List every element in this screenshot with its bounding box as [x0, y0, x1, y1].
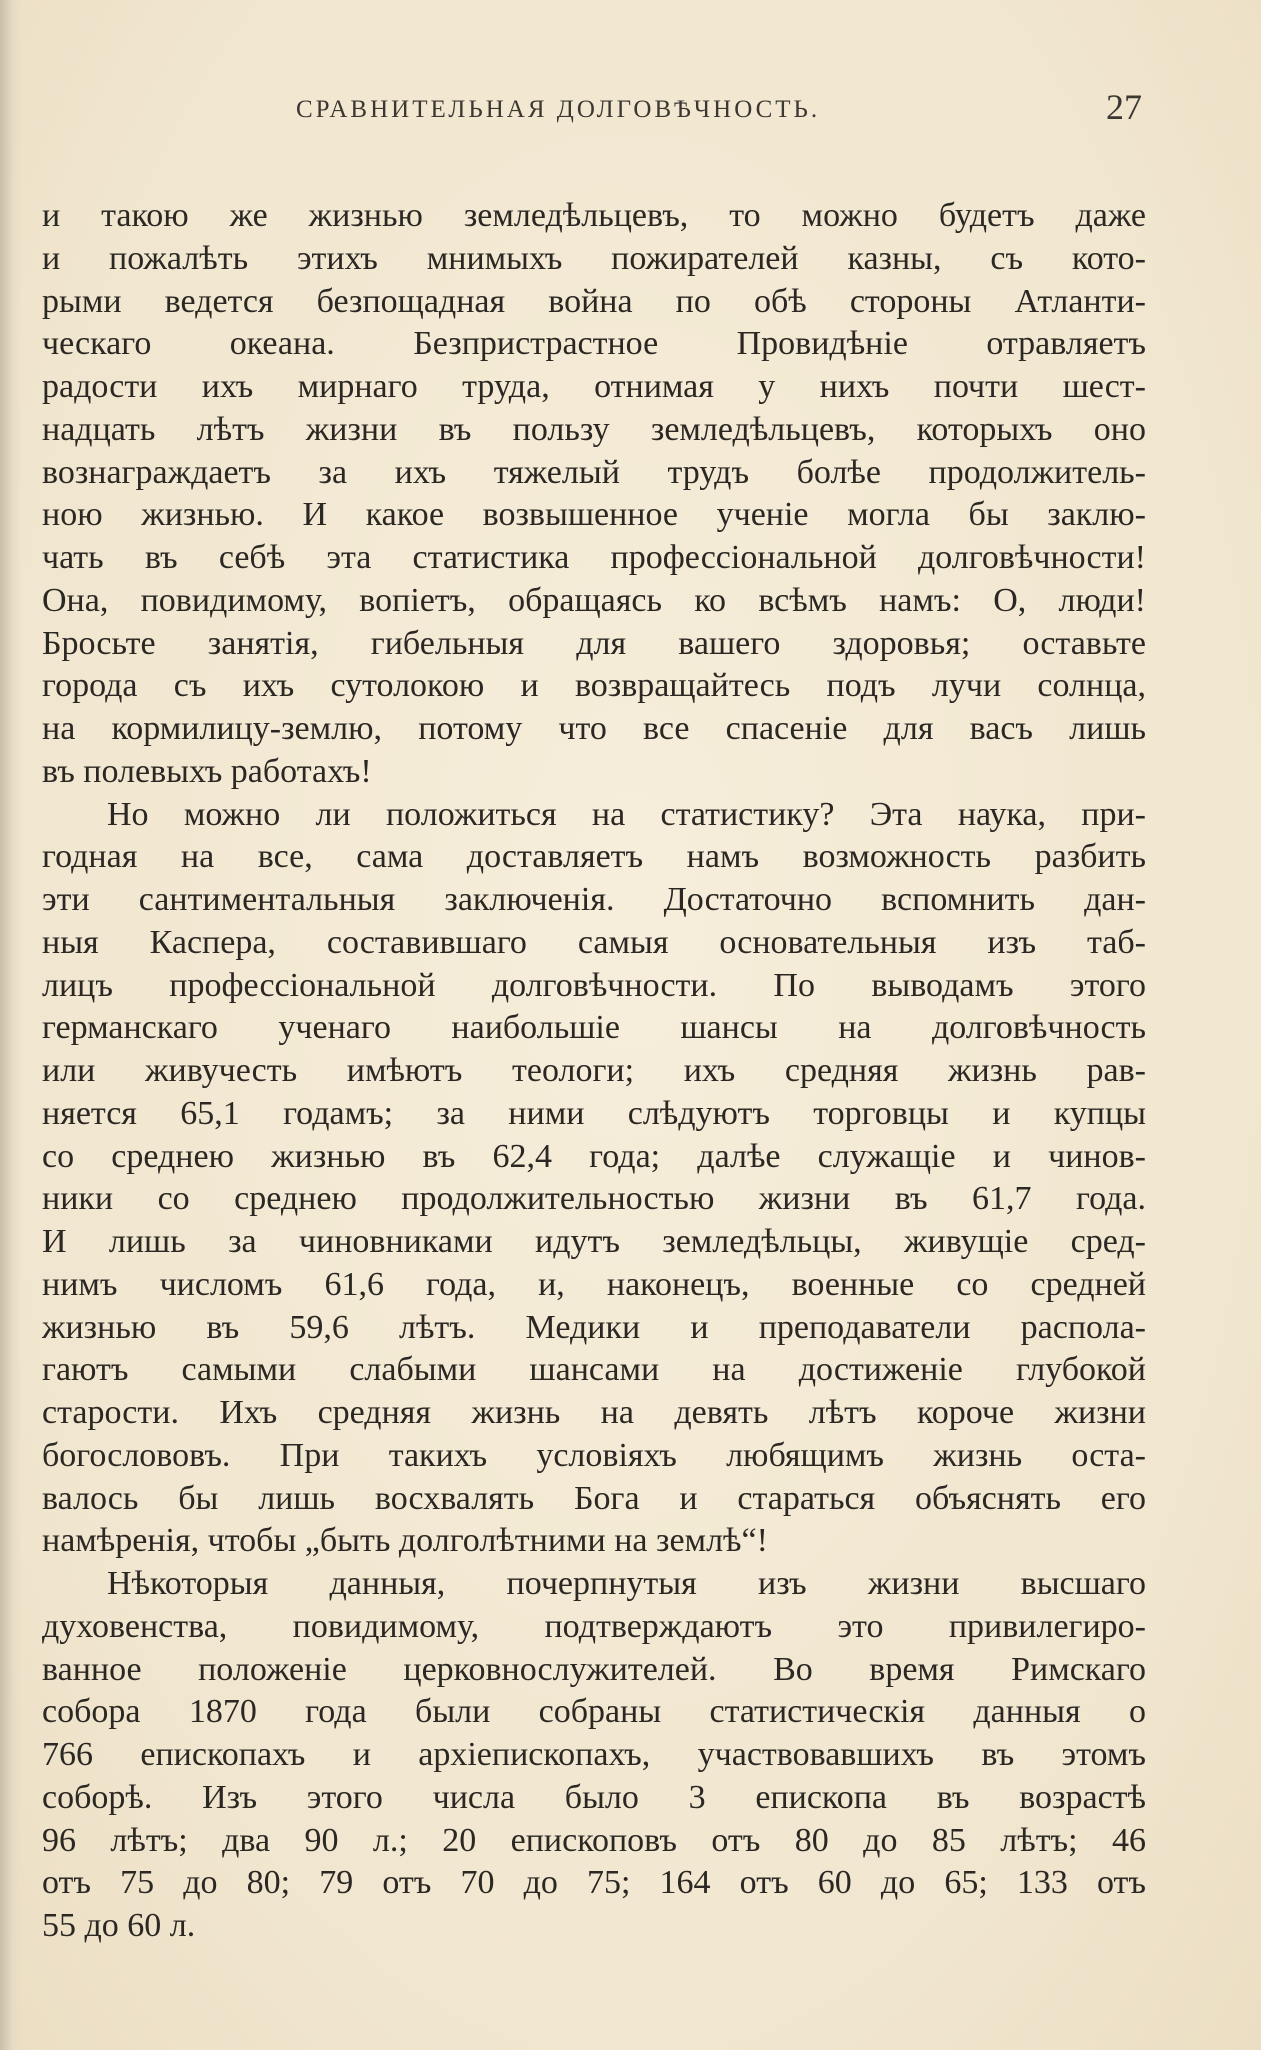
text-line: или живучесть имѣютъ теологи; ихъ средняя жизнь рав-	[42, 1052, 1146, 1089]
text-line: со среднею жизнью въ 62,4 года; далѣе служащіе и чинов-	[42, 1137, 1146, 1175]
text-line: нимъ числомъ 61,6 года, и, наконецъ, военные со средней	[42, 1265, 1146, 1303]
page-number: 27	[1106, 87, 1142, 127]
paragraph-first-line: Но можно ли положиться на статистику? Эта наука, при-	[107, 795, 1146, 833]
paragraph-last-line: 55 до 60 л.	[42, 1907, 196, 1944]
text-line: чать въ себѣ эта статистика профессіональной долговѣчности!	[42, 539, 1146, 576]
text-line: духовенства, повидимому, подтверждаютъ это привилегиро-	[42, 1607, 1146, 1645]
text-line: валось бы лишь восхвалять Бога и стараться объяснять его	[42, 1479, 1146, 1517]
text-line: богослововъ. При такихъ условіяхъ любящимъ жизнь оста-	[42, 1436, 1146, 1474]
text-line: соборѣ. Изъ этого числа было 3 епископа въ возрастѣ	[42, 1778, 1146, 1816]
text-line: и пожалѣть этихъ мнимыхъ пожирателей казны, съ кото-	[42, 239, 1146, 277]
running-head: СРАВНИТЕЛЬНАЯ ДОЛГОВѢЧНОСТЬ.	[296, 96, 821, 123]
text-line: 96 лѣтъ; два 90 л.; 20 епископовъ отъ 80 до 85 лѣтъ; 46	[42, 1821, 1146, 1859]
text-line: надцать лѣтъ жизни въ пользу земледѣльцевъ, которыхъ оно	[42, 410, 1146, 448]
text-line: отъ 75 до 80; 79 отъ 70 до 75; 164 отъ 60 до 65; 133 отъ	[42, 1864, 1146, 1902]
text-line: германскаго ученаго наибольшіе шансы на долговѣчность	[42, 1009, 1146, 1047]
paragraph-first-line: Нѣкоторыя данныя, почерпнутыя изъ жизни высшаго	[107, 1565, 1146, 1602]
body-text	[42, 195, 1146, 1948]
text-line: ною жизнью. И какое возвышенное ученіе могла бы заклю-	[42, 496, 1146, 534]
paragraph-last-line: намѣренія, чтобы „быть долголѣтними на землѣ“!	[42, 1522, 768, 1560]
text-line: рыми ведется безпощадная война по обѣ стороны Атланти-	[42, 282, 1146, 320]
text-line: ческаго океана. Безпристрастное Провидѣніе отравляетъ	[42, 325, 1146, 363]
text-line: вознаграждаетъ за ихъ тяжелый трудъ болѣе продолжитель-	[42, 453, 1146, 491]
text-line: собора 1870 года были собраны статистическія данныя о	[42, 1693, 1146, 1731]
text-line: ныя Каспера, составившаго самыя основательныя изъ таб-	[42, 923, 1146, 961]
binding-shadow	[0, 0, 22, 2050]
text-line: жизнью въ 59,6 лѣтъ. Медики и преподаватели распола-	[42, 1308, 1146, 1346]
text-line: города съ ихъ сутолокою и возвращайтесь подъ лучи солнца,	[42, 667, 1146, 705]
text-line: старости. Ихъ средняя жизнь на девять лѣтъ короче жизни	[42, 1394, 1146, 1431]
text-line: 766 епископахъ и архіепископахъ, участвовавшихъ въ этомъ	[42, 1736, 1146, 1773]
paragraph-last-line: въ полевыхъ работахъ!	[42, 752, 372, 790]
text-line: лицъ профессіональной долговѣчности. По выводамъ этого	[42, 966, 1146, 1004]
text-line: няется 65,1 годамъ; за ними слѣдуютъ торговцы и купцы	[42, 1094, 1146, 1132]
text-line: Она, повидимому, вопіетъ, обращаясь ко всѣмъ намъ: О, люди!	[42, 581, 1146, 619]
text-line: эти сантиментальныя заключенія. Достаточно вспомнить дан-	[42, 881, 1146, 918]
text-line: и такою же жизнью земледѣльцевъ, то можно будетъ даже	[42, 197, 1146, 234]
text-line: Бросьте занятія, гибельныя для вашего здоровья; оставьте	[42, 624, 1146, 662]
text-line: радости ихъ мирнаго труда, отнимая у нихъ почти шест-	[42, 368, 1146, 405]
text-line: И лишь за чиновниками идутъ земледѣльцы, живущіе сред-	[42, 1223, 1146, 1260]
text-line: ники со среднею продолжительностью жизни въ 61,7 года.	[42, 1180, 1146, 1218]
text-line: гаютъ самыми слабыми шансами на достиженіе глубокой	[42, 1351, 1146, 1389]
text-line: ванное положеніе церковнослужителей. Во время Римскаго	[42, 1650, 1146, 1688]
text-line: годная на все, сама доставляетъ намъ возможность разбить	[42, 838, 1146, 876]
text-line: на кормилицу-землю, потому что все спасеніе для васъ лишь	[42, 710, 1146, 747]
